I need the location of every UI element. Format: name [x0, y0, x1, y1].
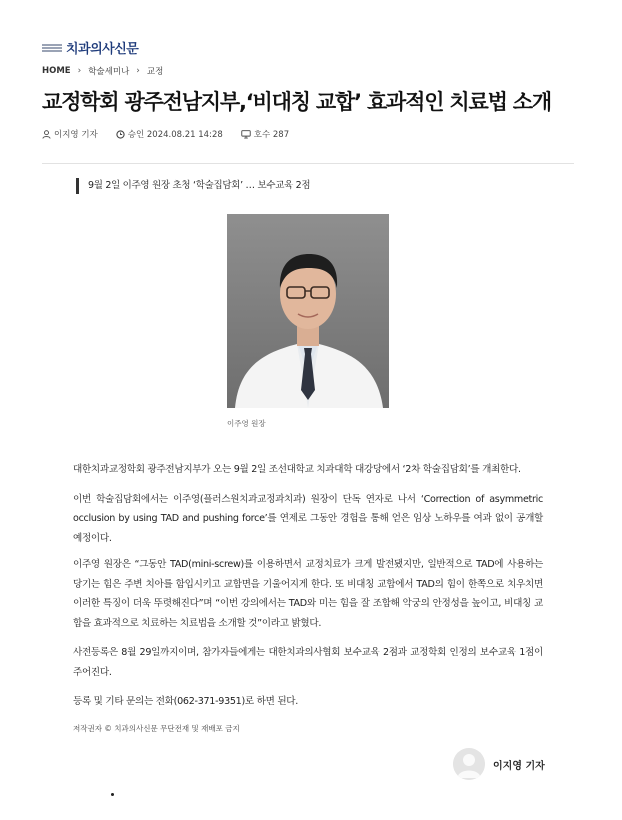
- author-box[interactable]: [453, 748, 545, 780]
- article-meta: [42, 128, 307, 140]
- logo-text: 치과의사신문: [66, 42, 139, 57]
- paragraph: 사전등록은 8월 29일까지이며, 참가자들에게는 대한치과의사협회 보수교육 2점과 교정학회 인정의 보수교육 1점이 주어진다.: [73, 647, 543, 678]
- chevron-right-icon: ›: [77, 66, 82, 76]
- breadcrumb-section[interactable]: 학술세미나: [88, 67, 130, 77]
- meta-issue: [241, 128, 289, 140]
- meta-approved: [116, 128, 223, 140]
- approved-datetime: 승인 2024.08.21 14:28: [127, 130, 223, 140]
- paragraph: 대한치과교정학회 광주전남지부가 오는 9월 2일 조선대학교 치과대학 대강당에서 ‘2차 학술집담회’를 개최한다.: [73, 464, 521, 475]
- photo-caption: 이주영 원장: [227, 419, 266, 428]
- breadcrumb: [42, 65, 163, 77]
- paragraph: 이주영 원장은 “그동안 TAD(mini-screw)를 이용하면서 교정치료가 크게 발전됐지만, 일반적으로 TAD에 사용하는 당기는 힘은 주변 치아를 함입시키고 교합면을 기울어지게 한다. 또 비대칭 교합에서 TAD의 힘이 한쪽으로 치우치면 이러한 특징이 더욱 뚜렷해진다”며 “이번 강의에서는 TAD와 미는 힘을 잘 조합해 악궁의 안정성을 높이고, 비대칭 교합을 효과적으로 치료하는 치료법을 소개할 것”이라고 밝혔다.: [73, 559, 543, 629]
- clock-icon: [116, 130, 125, 139]
- article-body: [73, 460, 543, 722]
- person-icon: [42, 130, 51, 139]
- breadcrumb-home[interactable]: HOME: [42, 66, 71, 76]
- logo-mark-icon: [42, 44, 62, 52]
- monitor-icon: [241, 130, 251, 139]
- author-name[interactable]: 이지영 기자: [493, 760, 545, 772]
- chevron-right-icon: ›: [136, 66, 140, 76]
- decorative-dot: [111, 793, 114, 796]
- avatar[interactable]: [453, 748, 485, 780]
- reporter-name: 이지영 기자: [54, 130, 98, 140]
- article-title: 교정학회 광주전남지부,‘비대칭 교합’ 효과적인 치료법 소개: [42, 90, 551, 114]
- breadcrumb-subsection[interactable]: 교정: [146, 67, 164, 77]
- paragraph: 이번 학술집담회에서는 이주영(플러스원치과교정과치과) 원장이 단독 연자로 나서 ‘Correction of asymmetric occlusion by using TAD and pushing force’를 연제로 그동안 경험을 통해 얻은 임상 노하우를 여과 없이 공개할 예정이다.: [73, 493, 543, 544]
- issue-number: 호수 287: [253, 130, 290, 140]
- paragraph: 등록 및 기타 문의는 전화(062-371-9351)로 하면 된다.: [73, 696, 299, 707]
- site-logo[interactable]: [42, 38, 138, 57]
- header-divider: [42, 163, 574, 164]
- article-subheadline: 9월 2일 이주영 원장 초청 ‘학술집담회’ … 보수교육 2점: [76, 178, 310, 194]
- meta-reporter: [42, 128, 98, 140]
- article-photo: [227, 214, 389, 408]
- copyright-notice: 저작권자 © 치과의사신문 무단전재 및 재배포 금지: [73, 724, 240, 733]
